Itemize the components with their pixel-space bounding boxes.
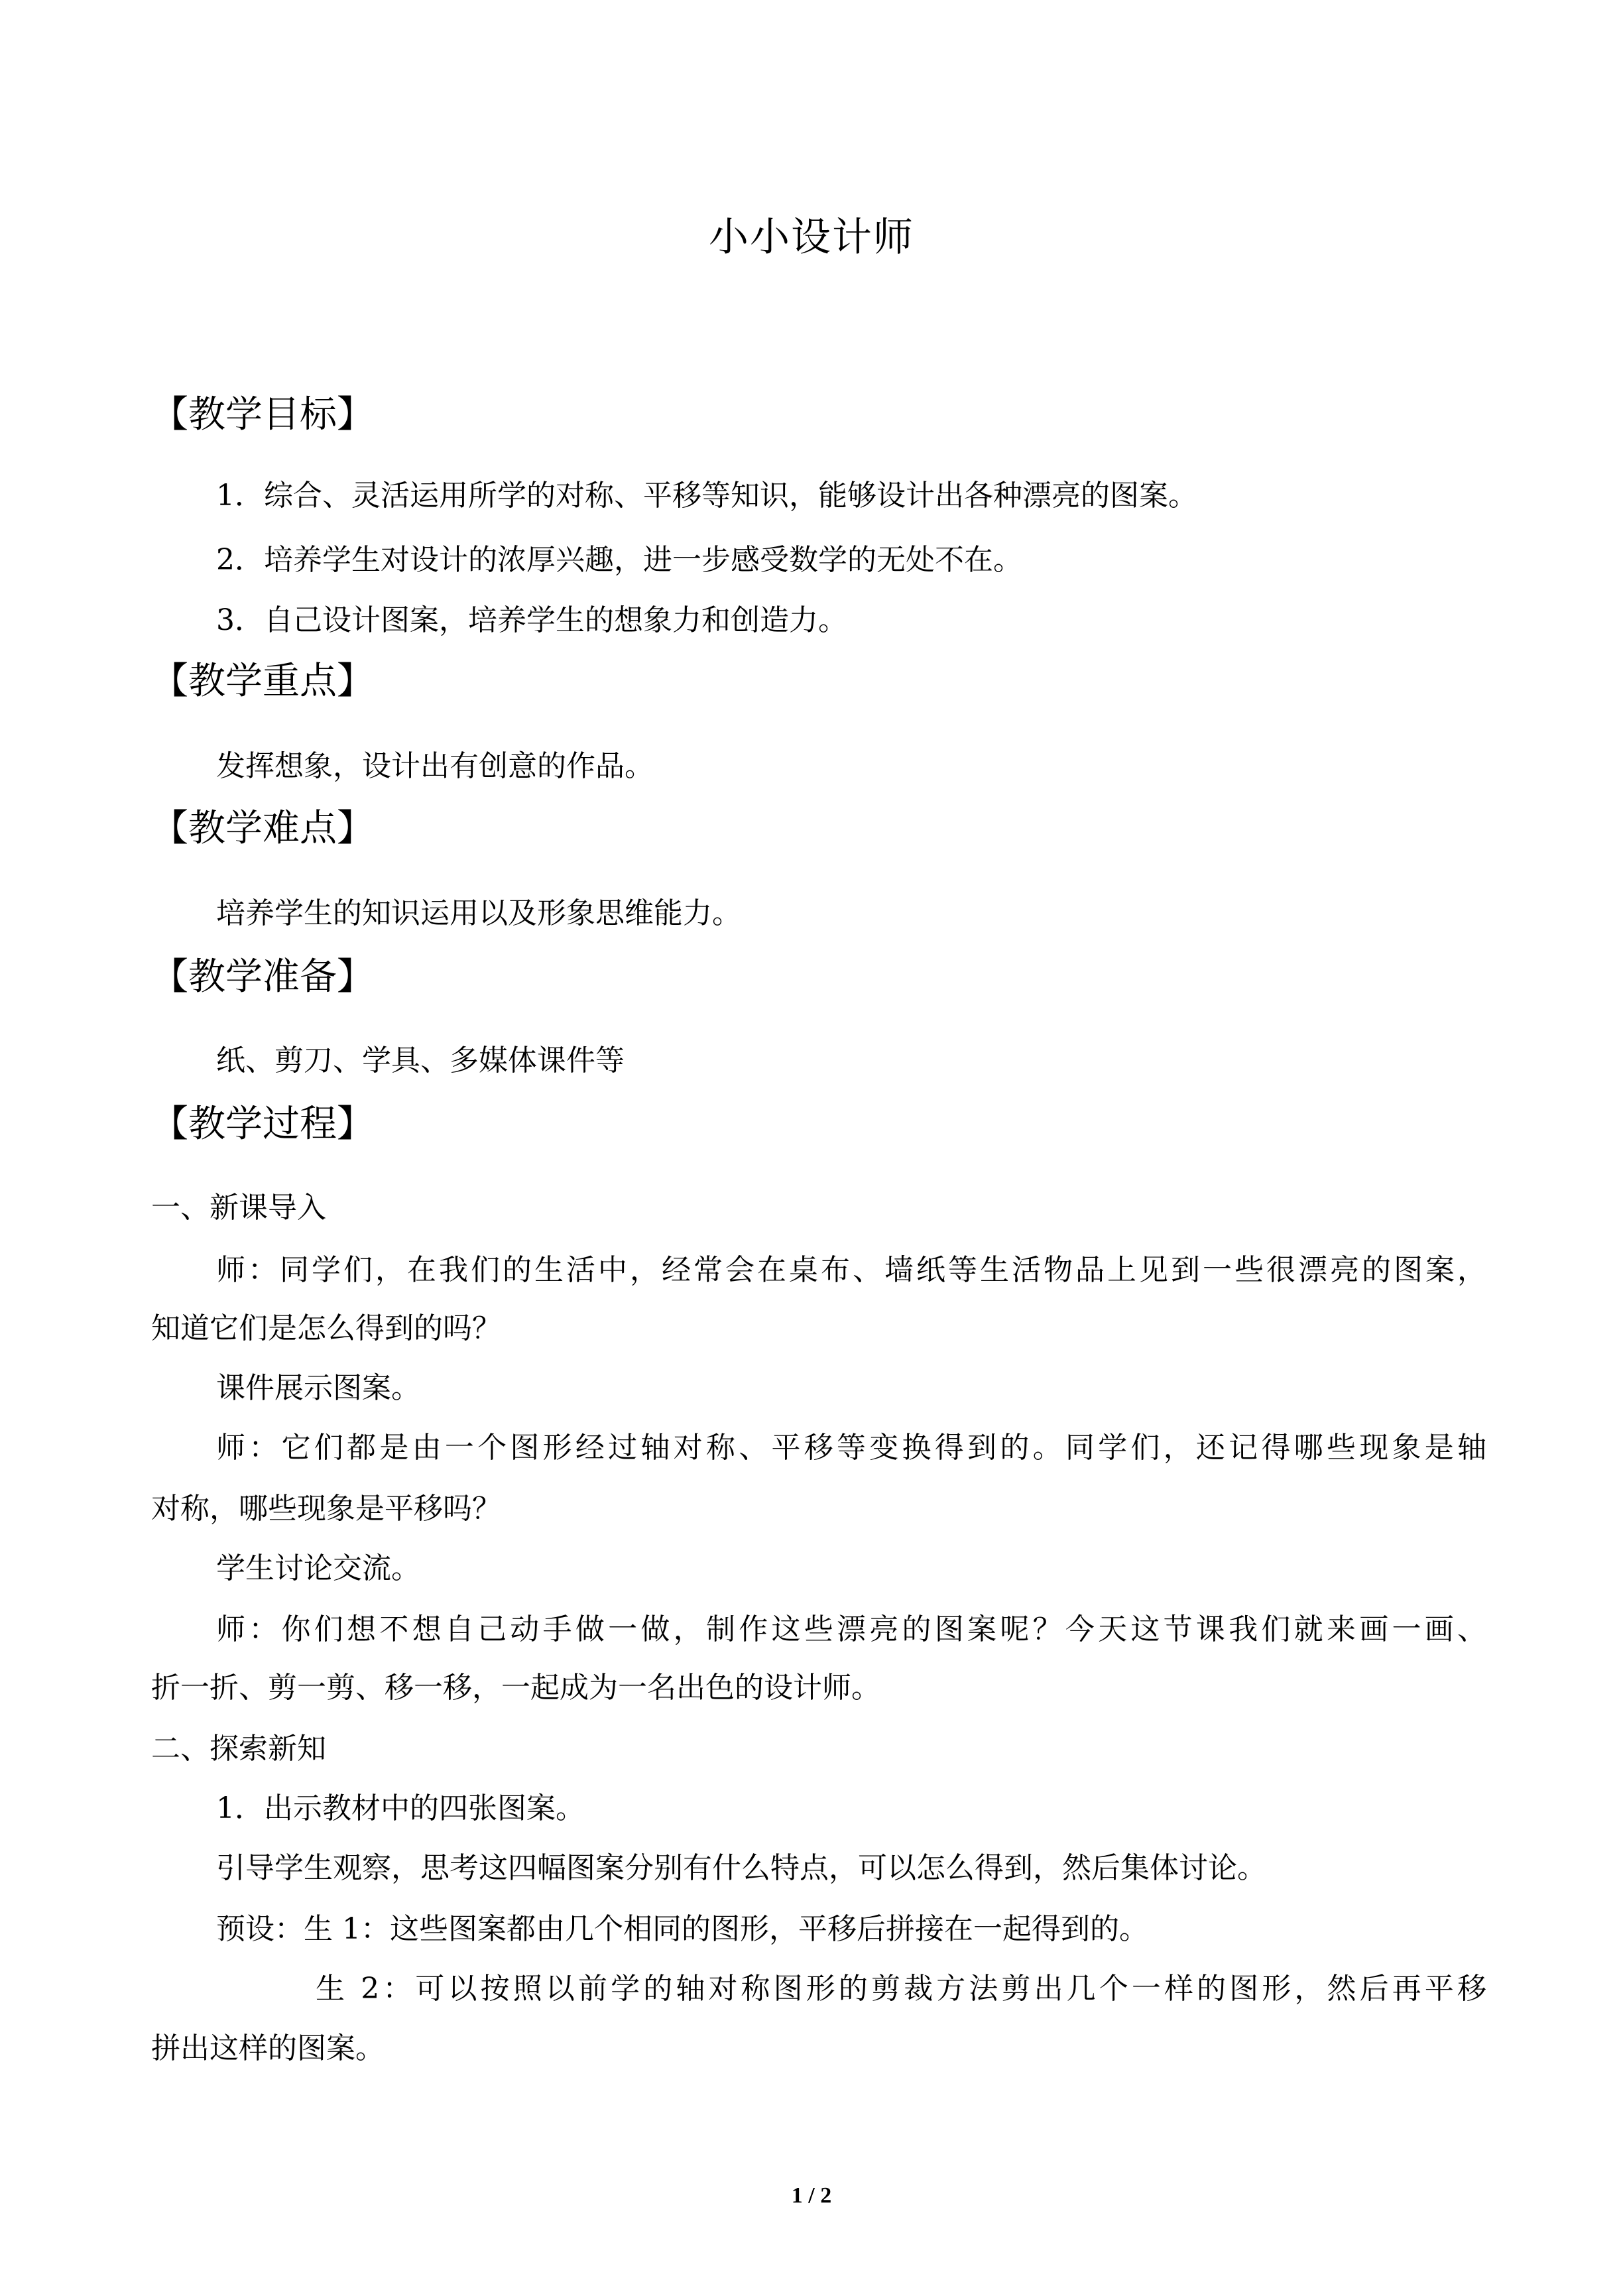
objective-item-3: 3．自己设计图案，培养学生的想象力和创造力。: [216, 603, 847, 637]
paragraph-line: 拼出这样的图案。: [151, 2031, 385, 2065]
paragraph-line: 生 2：可以按照以前学的轴对称图形的剪裁方法剪出几个一样的图形，然后再平移: [316, 1972, 1486, 2006]
paragraph-line: 对称，哪些现象是平移吗？: [151, 1492, 501, 1526]
objective-item-2: 2．培养学生对设计的浓厚兴趣，进一步感受数学的无处不在。: [216, 543, 1022, 577]
objective-item-1: 1．综合、灵活运用所学的对称、平移等知识，能够设计出各种漂亮的图案。: [216, 479, 1197, 513]
paragraph-line: 折一折、剪一剪、移一移，一起成为一名出色的设计师。: [151, 1671, 880, 1705]
paragraph-line: 学生讨论交流。: [216, 1551, 420, 1585]
heading-objectives: 【教学目标】: [151, 393, 374, 436]
paragraph-line: 1．出示教材中的四张图案。: [216, 1791, 585, 1825]
heading-difficulties: 【教学难点】: [151, 807, 374, 850]
section-title-explore: 二、探索新知: [151, 1732, 326, 1766]
page-title: 小小设计师: [709, 214, 914, 261]
paragraph-line: 师：同学们，在我们的生活中，经常会在桌布、墙纸等生活物品上见到一些很漂亮的图案，: [216, 1253, 1486, 1287]
heading-preparation: 【教学准备】: [151, 955, 374, 998]
paragraph-line: 课件展示图案。: [216, 1371, 420, 1405]
heading-process: 【教学过程】: [151, 1103, 374, 1146]
page-number: 1 / 2: [791, 2183, 832, 2208]
preparation-text: 纸、剪刀、学具、多媒体课件等: [216, 1044, 625, 1077]
difficulties-text: 培养学生的知识运用以及形象思维能力。: [216, 896, 741, 930]
paragraph-line: 师：它们都是由一个图形经过轴对称、平移等变换得到的。同学们，还记得哪些现象是轴: [216, 1431, 1486, 1465]
paragraph-line: 预设：生 1：这些图案都由几个相同的图形，平移后拼接在一起得到的。: [216, 1912, 1148, 1946]
section-title-intro: 一、新课导入: [151, 1191, 326, 1225]
paragraph-line: 师：你们想不想自己动手做一做，制作这些漂亮的图案呢？今天这节课我们就来画一画、: [216, 1612, 1486, 1646]
paragraph-line: 知道它们是怎么得到的吗？: [151, 1311, 501, 1345]
heading-key-points: 【教学重点】: [151, 660, 374, 703]
paragraph-line: 引导学生观察，思考这四幅图案分别有什么特点，可以怎么得到，然后集体讨论。: [216, 1851, 1266, 1885]
key-points-text: 发挥想象，设计出有创意的作品。: [216, 749, 654, 783]
